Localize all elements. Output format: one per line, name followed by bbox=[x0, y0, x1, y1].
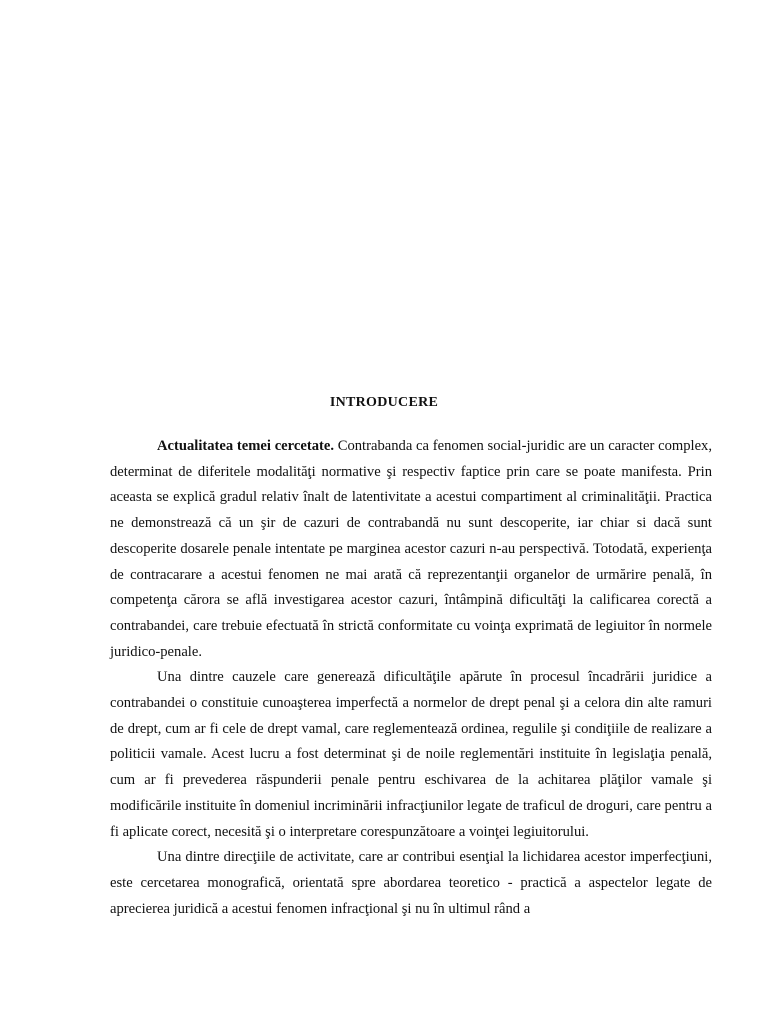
paragraph-1 bbox=[110, 434, 712, 665]
body-text bbox=[110, 434, 712, 922]
paragraph-2 bbox=[110, 665, 712, 845]
paragraph-3 bbox=[110, 845, 712, 922]
paragraph-lead: Actualitatea temei cercetate. bbox=[157, 438, 334, 454]
paragraph-text: Contrabanda ca fenomen social-juridic are un caracter complex, determinat de diferitele modalităţi normative şi respectiv faptice prin care se poate manifesta. Prin aceasta se explică gradul relativ înalt de latentivitate a acestui compartiment al criminalităţii. Practica ne demonstrează că un şir de cazuri de contrabandă nu sunt descoperite, iar chiar si dacă sunt descoperite dosarele penale intentate pe marginea acestor cazuri n-au perspectivă. Totodată, experienţa de contracarare a acestui fenomen ne mai arată că reprezentanţii organelor de urmărire penală, în competenţa cărora se află investigarea acestor cazuri, întâmpină dificultăţi la calificarea corectă a contrabandei, care trebuie efectuată în strictă conformitate cu voinţa exprimată de legiuitor în normele juridico-penale. bbox=[110, 438, 713, 660]
section-heading: INTRODUCERE bbox=[329, 395, 439, 410]
paragraph-text: Una dintre cauzele care generează dificultăţile apărute în procesul încadrării juridice a contrabandei o constituie cunoaşterea imperfectă a normelor de drept penal şi a celora din alte ramuri de drept, cum ar fi cele de drept vamal, care reglementează ordinea, regulile şi condiţiile de realizare a politicii vamale. Acest lucru a fost determinat şi de noile reglementări instituite în legislaţia penală, cum ar fi prevederea răspunderii penale pentru eschivarea de la achitarea plăţilor vamale şi modificările instituite în domeniul incriminării infracţiunilor legate de traficul de droguri, care pentru a fi aplicate corect, necesită şi o interpretare corespunzătoare a voinţei legiuitorului. bbox=[110, 669, 712, 840]
paragraph-text: Una dintre direcţiile de activitate, care ar contribui esenţial la lichidarea acestor imperfecţiuni, este cercetarea monografică, orientată spre abordarea teoretico - practică a aspectelor legate de aprecierea juridică a acestui fenomen infracţional şi nu în ultimul rând a bbox=[110, 849, 712, 917]
